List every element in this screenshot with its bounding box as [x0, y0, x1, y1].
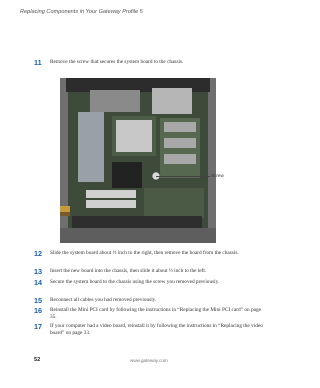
step-number: 13 — [34, 267, 42, 276]
step-text: Insert the new board into the chassis, then slide it about ½ inch to the left. — [50, 268, 207, 274]
step-text: Secure the system board to the chassis using the screw you removed previously. — [50, 279, 220, 285]
screw-callout-label: Screw — [211, 173, 224, 178]
step-number: 17 — [34, 322, 42, 331]
step-12 — [34, 250, 264, 257]
step-16 — [34, 307, 264, 321]
step-text: Reconnect all cables you had removed previously. — [50, 297, 157, 303]
step-number: 16 — [34, 306, 42, 315]
step-17 — [34, 323, 264, 337]
step-number: 15 — [34, 296, 42, 305]
system-board-photo — [60, 78, 216, 243]
callout-line — [156, 176, 210, 177]
step-text: If your computer had a video board, reinstall it by following the instructions in “Replacing the video board” on page 33. — [50, 323, 263, 337]
step-number: 12 — [34, 249, 42, 258]
step-text: Reinstall the Mini PCI card by following the instructions in “Replacing the Mini PCI card” on page 35. — [50, 307, 261, 321]
step-15 — [34, 297, 264, 304]
running-header: Replacing Components in Your Gateway Profile 5 — [20, 9, 143, 15]
step-number: 11 — [34, 58, 42, 67]
step-11 — [34, 59, 264, 66]
step-text: Remove the screw that secures the system board to the chassis. — [50, 59, 184, 65]
step-number: 14 — [34, 278, 42, 287]
step-14 — [34, 279, 264, 286]
step-text: Slide the system board about ½ inch to the right, then remove the board from the chassis. — [50, 250, 239, 256]
step-13 — [34, 268, 264, 275]
footer-url[interactable]: www.gateway.com — [130, 358, 168, 363]
page-number: 52 — [34, 357, 41, 363]
